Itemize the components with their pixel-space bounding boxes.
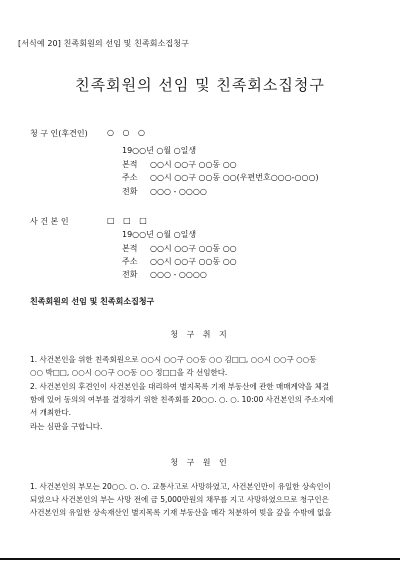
principal-domicile (122, 243, 237, 254)
form-label: [서식예 20] 친족회원의 선임 및 친족회소집청구 (18, 39, 189, 48)
purpose-heading: 청 구 취 지 (170, 330, 230, 339)
claimant-phone-value: ○○○ - ○○○○ (150, 187, 207, 196)
principal-phone-label: 전화 (122, 270, 138, 279)
claimant-phone-label: 전화 (122, 187, 138, 196)
case-subject: 친족회원의 선임 및 친족회소집청구 (30, 297, 155, 306)
claimant-role: 청 구 인(후견인) (30, 129, 88, 138)
cause-heading: 청 구 원 인 (170, 458, 230, 467)
claimant-phone (122, 186, 207, 197)
document-title: 친족회원의 선임 및 친족회소집청구 (75, 76, 325, 94)
principal-role: 사 건 본 인 (30, 217, 69, 226)
principal-address (122, 256, 237, 267)
claimant-name: ○ ○ ○ (107, 128, 149, 137)
claimant-address (122, 172, 319, 183)
principal-address-label: 주소 (122, 257, 138, 266)
claimant-address-value: ○○시 ○○구 ○○동 ○○(우편번호○○○-○○○) (150, 173, 319, 182)
claimant-address-label: 주소 (122, 173, 138, 182)
purpose-line: ○○ 박□□, ○○시 ○○구 ○○동 ○○ 정□□을 각 선임한다. (30, 368, 228, 377)
principal-name: □ □ □ (107, 216, 150, 225)
principal-domicile-value: ○○시 ○○구 ○○동 ○○ (150, 244, 237, 253)
principal-phone (122, 269, 207, 280)
principal-phone-value: ○○○ - ○○○○ (150, 270, 207, 279)
purpose-line: 1. 사건본인을 위한 친족회원으로 ○○시 ○○구 ○○동 ○○ 김□□, ○○시 ○○구 ○○동 (30, 355, 317, 364)
purpose-line: 2. 사건본인의 후견인이 사건본인을 대리하여 별지목록 기재 부동산에 관한 매매계약을 체결 (30, 382, 330, 391)
purpose-line: 서 개최한다. (30, 408, 71, 417)
cause-line: 되었으나 사건본인의 부는 사망 전에 금 5,000만원의 채무를 지고 사망하였으므로 청구인은 (30, 495, 329, 504)
claimant-domicile-label: 본적 (122, 160, 138, 169)
principal-domicile-label: 본적 (122, 244, 138, 253)
claimant-domicile (122, 159, 237, 170)
principal-birth: 19○○년 ○월 ○일생 (122, 230, 197, 239)
cause-line: 1. 사건본인의 부모는 20○○. ○. ○. 교통사고로 사망하였고, 사건본인만이 유일한 상속인이 (30, 482, 331, 491)
page-bottom-rule (0, 558, 400, 560)
principal-address-value: ○○시 ○○구 ○○동 ○○ (150, 257, 237, 266)
claimant-domicile-value: ○○시 ○○구 ○○동 ○○ (150, 160, 237, 169)
cause-line: 사건본인의 유일한 상속재산인 별지목록 기재 부동산을 매각 처분하여 빚을 갚을 수밖에 없을 (30, 508, 332, 517)
purpose-line: 함에 있어 동의의 여부를 결정하기 위한 친족회를 20○○. ○. ○. 10:00 사건본인의 주소지에 (30, 395, 334, 404)
claimant-birth: 19○○년 ○월 ○일생 (122, 146, 197, 155)
purpose-line: 라는 심판을 구합니다. (30, 422, 103, 431)
